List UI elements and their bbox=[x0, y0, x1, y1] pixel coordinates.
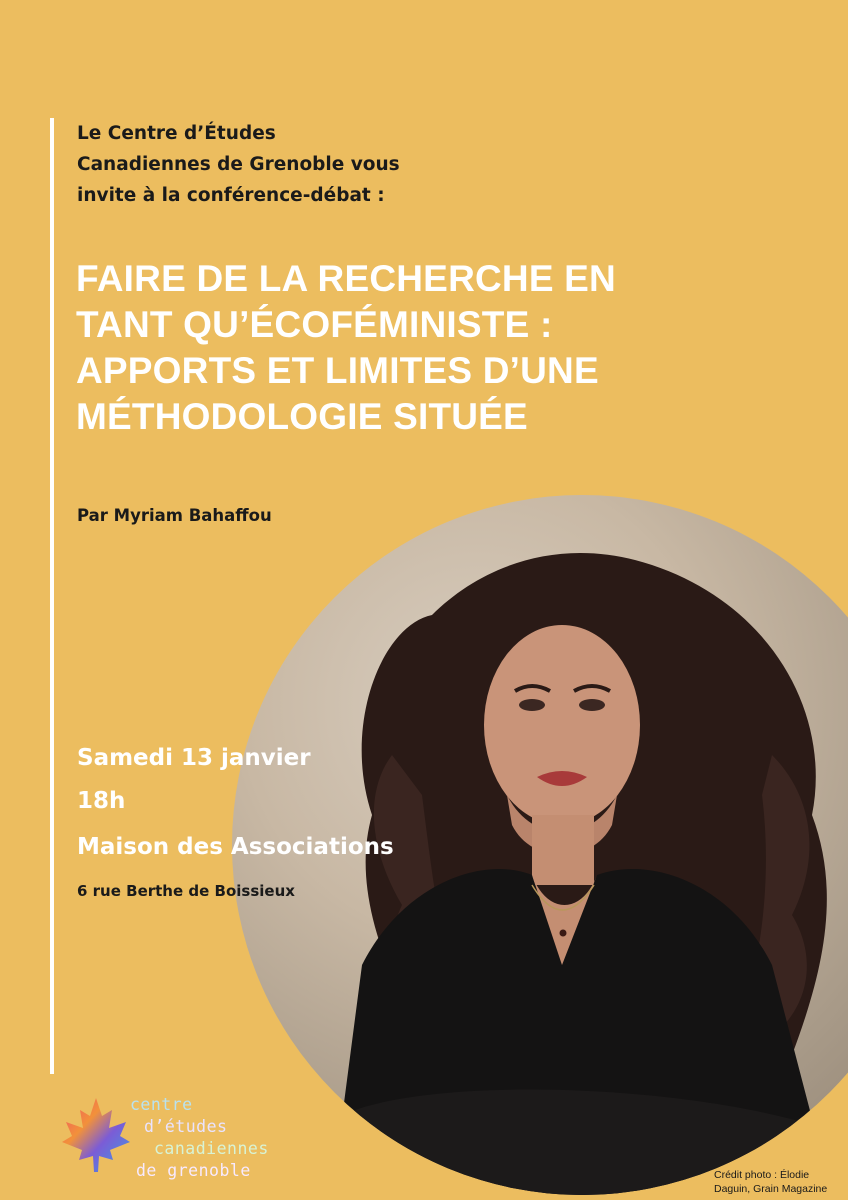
photo-credit-line-1: Crédit photo : Élodie bbox=[714, 1169, 810, 1181]
invitation-line-2: Canadiennes de Grenoble vous bbox=[77, 154, 400, 175]
conference-title bbox=[76, 256, 796, 440]
invitation-line-1: Le Centre d’Études bbox=[77, 123, 276, 144]
invitation-text bbox=[77, 118, 497, 211]
logo-line-3: canadiennes bbox=[154, 1139, 269, 1158]
title-line-4: MÉTHODOLOGIE SITUÉE bbox=[76, 396, 528, 437]
title-line-2: TANT QU’ÉCOFÉMINISTE : bbox=[76, 304, 553, 345]
logo-line-4: de grenoble bbox=[136, 1161, 251, 1180]
title-line-1: FAIRE DE LA RECHERCHE EN bbox=[76, 258, 616, 299]
event-venue: Maison des Associations bbox=[77, 834, 394, 860]
title-line-3: APPORTS ET LIMITES D’UNE bbox=[76, 350, 599, 391]
event-time: 18h bbox=[77, 788, 126, 814]
speaker-name: Par Myriam Bahaffou bbox=[77, 506, 272, 525]
event-date: Samedi 13 janvier bbox=[77, 745, 311, 771]
organization-logo bbox=[60, 1088, 320, 1188]
event-details bbox=[77, 737, 394, 871]
event-address: 6 rue Berthe de Boissieux bbox=[77, 882, 295, 900]
photo-credit bbox=[714, 1168, 844, 1196]
decorative-vertical-line bbox=[50, 118, 54, 1074]
invitation-line-3: invite à la conférence-débat : bbox=[77, 185, 385, 206]
logo-line-2: d’études bbox=[144, 1117, 228, 1136]
photo-credit-line-2: Daguin, Grain Magazine bbox=[714, 1183, 828, 1195]
logo-line-1: centre bbox=[130, 1095, 193, 1114]
logo-text bbox=[126, 1094, 269, 1182]
maple-leaf-icon bbox=[60, 1096, 132, 1174]
